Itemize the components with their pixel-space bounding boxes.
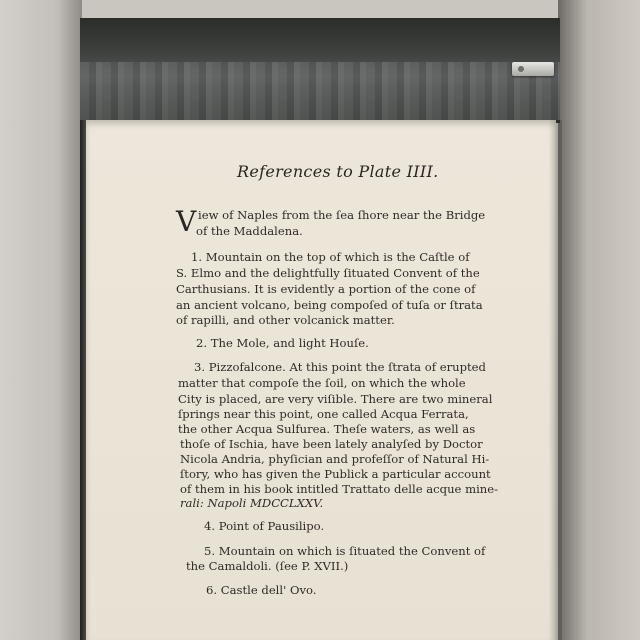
- item-3-line-6: thoſe of Ischia, have been lately analyſed by Doctor: [180, 437, 483, 451]
- item-3-line-4: ſprings near this point, one called Acqua Ferrata,: [178, 407, 469, 421]
- metal-clip-icon: [512, 62, 554, 76]
- intro-dropcap: V: [176, 205, 197, 238]
- item-5-line-2: the Camaldoli. (ſee P. XVII.): [186, 559, 349, 573]
- item-6-line-1: 6. Castle dell' Ovo.: [206, 583, 317, 597]
- background-left: [0, 0, 82, 640]
- plate-title: References to Plate IIII.: [237, 162, 439, 181]
- background-right: [558, 0, 640, 640]
- item-5-line-1: 5. Mountain on which is ſituated the Convent of: [204, 544, 486, 558]
- item-3-line-7: Nicola Andria, phyſician and profeſſor of Natural Hi-: [180, 452, 490, 466]
- page-shadow: [548, 120, 562, 640]
- item-3-line-2: matter that compoſe the ſoil, on which the whole: [178, 376, 466, 390]
- frame-mat-edge: [80, 62, 560, 120]
- item-3-line-10: rali: Napoli MDCCLXXV.: [180, 496, 324, 510]
- item-1-line-2: S. Elmo and the delightfully ſituated Convent of the: [176, 266, 480, 280]
- item-3-line-9: of them in his book intitled Trattato delle acque mine-: [180, 482, 499, 496]
- item-3-line-1: 3. Pizzofalcone. At this point the ſtrata of erupted: [194, 360, 486, 374]
- item-1-line-4: an ancient volcano, being compoſed of tuſa or ſtrata: [176, 298, 483, 312]
- item-4-line-1: 4. Point of Pausilipo.: [204, 519, 325, 533]
- item-3-line-3: City is placed, are very viſible. There are two mineral: [178, 392, 493, 406]
- item-1-line-5: of rapilli, and other volcanick matter.: [176, 313, 395, 327]
- item-2-line-1: 2. The Mole, and light Houſe.: [196, 336, 369, 350]
- item-3-line-8: ſtory, who has given the Publick a particular account: [180, 467, 491, 481]
- item-1-line-1: 1. Mountain on the top of which is the Caſtle of: [191, 250, 470, 264]
- intro-line-2: of the Maddalena.: [196, 224, 303, 238]
- item-1-line-3: Carthusians. It is evidently a portion of the cone of: [176, 282, 476, 296]
- item-3-line-5: the other Acqua Sulfurea. Theſe waters, as well as: [178, 422, 476, 436]
- intro-line-1: iew of Naples from the ſea ſhore near the Bridge: [198, 208, 486, 222]
